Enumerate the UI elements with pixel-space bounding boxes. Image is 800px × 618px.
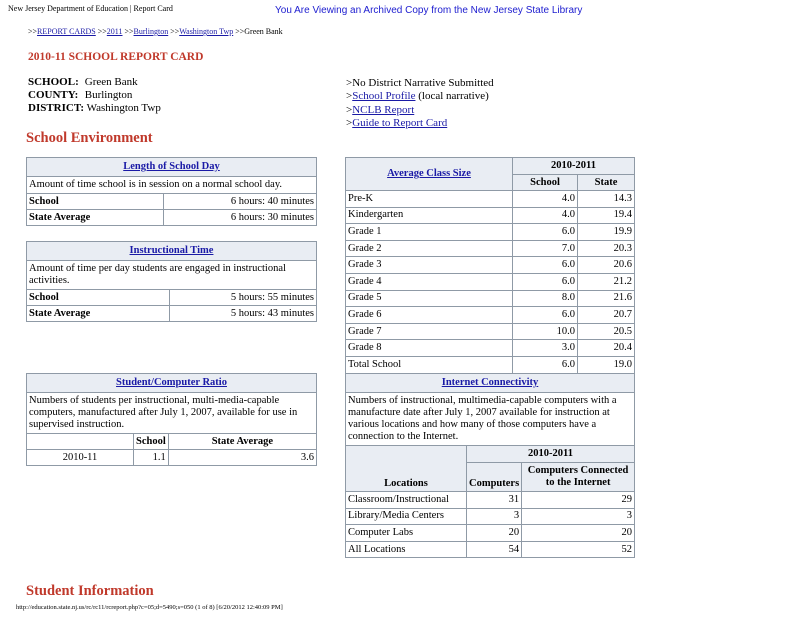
report-links (346, 77, 494, 130)
col-state-average: State Average (168, 434, 316, 450)
grade-label: Grade 8 (346, 340, 513, 357)
school-value: 8.0 (513, 290, 578, 307)
link-prefix: > (346, 116, 353, 129)
col-school: School (513, 175, 578, 191)
page-title: 2010-11 SCHOOL REPORT CARD (28, 51, 204, 63)
computers-value: 54 (467, 541, 522, 558)
row-value: 6 hours: 40 minutes (164, 194, 317, 210)
breadcrumb-sep: >> (28, 27, 38, 36)
table-row (346, 356, 635, 373)
table-row (346, 492, 635, 509)
narrative-note: >No District Narrative Submitted (346, 77, 494, 89)
student-computer-desc: Numbers of students per instructional, multi-media-capable computers, manufactured after July 1, 2007, available for use in supervised instruction. (27, 393, 317, 434)
breadcrumb-year[interactable]: 2011 (106, 27, 123, 36)
col-locations: Locations (346, 446, 467, 492)
table-row (346, 290, 635, 307)
table-row (27, 306, 317, 322)
col-school: School (134, 434, 169, 450)
school-value: 4.0 (513, 207, 578, 224)
breadcrumb-district[interactable]: Washington Twp (179, 27, 234, 36)
school-value: 10.0 (513, 323, 578, 340)
location-label: Library/Media Centers (346, 508, 467, 525)
empty-cell (27, 434, 134, 450)
student-computer-link[interactable]: Student/Computer Ratio (116, 377, 227, 388)
class-size-table (345, 157, 635, 374)
table-row (346, 191, 635, 208)
instructional-time-link[interactable]: Instructional Time (129, 245, 214, 256)
table-row (346, 257, 635, 274)
grade-label: Grade 1 (346, 224, 513, 241)
archive-notice: You Are Viewing an Archived Copy from the New Jersey State Library (275, 5, 583, 16)
state-value: 20.6 (578, 257, 635, 274)
nclb-report-link[interactable]: NCLB Report (352, 103, 415, 116)
breadcrumb-sep: >> (235, 27, 245, 36)
school-value: 6.0 (513, 257, 578, 274)
state-value: 19.4 (578, 207, 635, 224)
student-computer-table (26, 373, 317, 466)
internet-desc: Numbers of instructional, multimedia-capable computers with a manufacture date after July 1, 2007 available for instruction at various locations and how many of those computers have a connection to the Internet. (346, 393, 635, 446)
row-state: 3.6 (168, 450, 316, 466)
connected-value: 20 (522, 525, 635, 542)
row-value: 6 hours: 30 minutes (164, 210, 317, 226)
connected-value: 52 (522, 541, 635, 558)
school-value: 7.0 (513, 240, 578, 257)
internet-link[interactable]: Internet Connectivity (441, 377, 539, 388)
location-label: Computer Labs (346, 525, 467, 542)
school-value: 4.0 (513, 191, 578, 208)
grade-label: Grade 6 (346, 307, 513, 324)
table-row (346, 340, 635, 357)
section-title-school-environment: School Environment (26, 130, 153, 146)
district-name: Washington Twp (86, 102, 161, 114)
computers-value: 20 (467, 525, 522, 542)
row-value: 5 hours: 43 minutes (170, 306, 317, 322)
school-value: 3.0 (513, 340, 578, 357)
state-value: 20.3 (578, 240, 635, 257)
col-state: State (578, 175, 635, 191)
breadcrumb-sep: >> (170, 27, 180, 36)
school-value: 6.0 (513, 356, 578, 373)
row-value: 5 hours: 55 minutes (170, 290, 317, 306)
profile-suffix: (local narrative) (415, 90, 489, 103)
link-prefix: > (346, 90, 353, 103)
internet-year: 2010-2011 (467, 446, 635, 463)
row-label: State Average (27, 210, 164, 226)
table-row (346, 541, 635, 558)
state-value: 19.0 (578, 356, 635, 373)
length-of-day-link[interactable]: Length of School Day (123, 161, 220, 172)
county-label: COUNTY: (28, 89, 79, 101)
school-info (28, 76, 161, 115)
instructional-time-desc: Amount of time per day students are engaged in instructional activities. (27, 261, 317, 290)
grade-label: Kindergarten (346, 207, 513, 224)
guide-link[interactable]: Guide to Report Card (352, 116, 448, 129)
grade-label: Grade 5 (346, 290, 513, 307)
breadcrumb-county[interactable]: Burlington (133, 27, 169, 36)
section-title-student-information: Student Information (26, 583, 154, 599)
table-row (346, 224, 635, 241)
table-row (346, 240, 635, 257)
table-row (346, 525, 635, 542)
row-label: School (27, 290, 170, 306)
breadcrumb (28, 27, 283, 36)
grade-label: Grade 7 (346, 323, 513, 340)
length-of-day-table (26, 157, 317, 226)
grade-label: Total School (346, 356, 513, 373)
district-label: DISTRICT: (28, 102, 85, 114)
breadcrumb-report-cards[interactable]: REPORT CARDS (37, 27, 96, 36)
row-label: School (27, 194, 164, 210)
state-value: 14.3 (578, 191, 635, 208)
length-of-day-desc: Amount of time school is in session on a normal school day. (27, 177, 317, 194)
grade-label: Grade 4 (346, 273, 513, 290)
col-computers: Computers (467, 463, 522, 492)
table-row (27, 450, 317, 466)
computers-value: 3 (467, 508, 522, 525)
connected-value: 29 (522, 492, 635, 509)
table-row (27, 194, 317, 210)
link-prefix: > (346, 103, 353, 116)
table-row (346, 207, 635, 224)
table-row (27, 210, 317, 226)
connected-value: 3 (522, 508, 635, 525)
col-connected: Computers Connected to the Internet (522, 463, 635, 492)
breadcrumb-sep: >> (97, 27, 107, 36)
state-value: 21.2 (578, 273, 635, 290)
row-label: State Average (27, 306, 170, 322)
table-row (346, 323, 635, 340)
grade-label: Grade 2 (346, 240, 513, 257)
breadcrumb-sep: >> (124, 27, 134, 36)
table-row (346, 307, 635, 324)
page-footer-url: http://education.state.nj.us/rc/rc11/rcreport.php?c=05;d=5490;s=050 (1 of 8) [6/20/2012 12:40:09 PM] (16, 604, 283, 611)
breadcrumb-current: Green Bank (244, 27, 283, 36)
state-value: 20.4 (578, 340, 635, 357)
state-value: 19.9 (578, 224, 635, 241)
table-row (346, 273, 635, 290)
school-label: SCHOOL: (28, 76, 79, 88)
instructional-time-table (26, 241, 317, 322)
browser-header-title: New Jersey Department of Education | Report Card (8, 4, 173, 13)
school-value: 6.0 (513, 224, 578, 241)
class-size-year: 2010-2011 (513, 158, 635, 175)
school-profile-link[interactable]: School Profile (352, 90, 416, 103)
school-value: 6.0 (513, 307, 578, 324)
state-value: 21.6 (578, 290, 635, 307)
class-size-link[interactable]: Average Class Size (387, 168, 471, 179)
row-year: 2010-11 (27, 450, 134, 466)
grade-label: Grade 3 (346, 257, 513, 274)
county-name: Burlington (84, 89, 133, 101)
state-value: 20.7 (578, 307, 635, 324)
location-label: Classroom/Instructional (346, 492, 467, 509)
computers-value: 31 (467, 492, 522, 509)
school-value: 6.0 (513, 273, 578, 290)
school-name: Green Bank (84, 76, 138, 88)
table-row (27, 290, 317, 306)
location-label: All Locations (346, 541, 467, 558)
state-value: 20.5 (578, 323, 635, 340)
row-school: 1.1 (134, 450, 169, 466)
grade-label: Pre-K (346, 191, 513, 208)
internet-table (345, 373, 635, 558)
table-row (346, 508, 635, 525)
